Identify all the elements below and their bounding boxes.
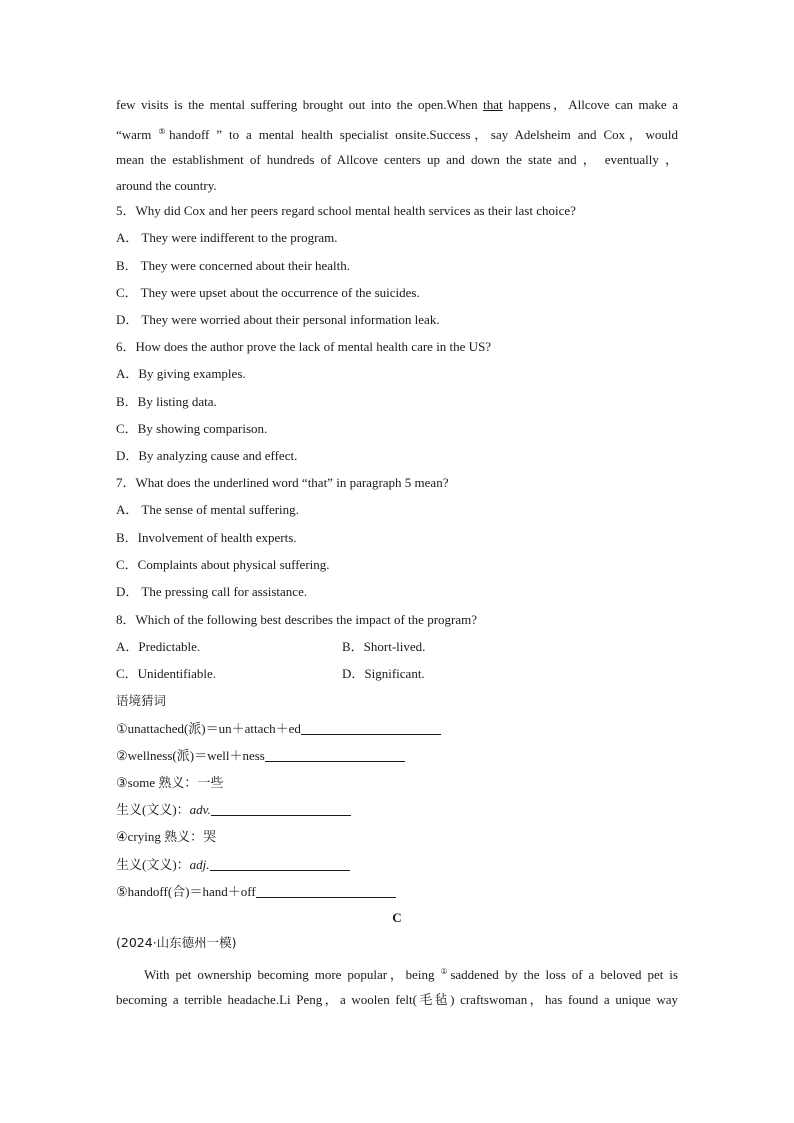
footnote-marker: ⑤ [158, 127, 170, 136]
option: C．By showing comparison. [116, 421, 268, 436]
option: B．Involvement of health experts. [116, 530, 297, 545]
option: A．By giving examples. [116, 366, 246, 381]
passage-line: around the country. [116, 178, 217, 193]
option: D． They were worried about their personal information leak. [116, 312, 440, 327]
answer-blank[interactable] [210, 858, 350, 871]
option: D．Significant. [342, 666, 425, 681]
question-stem: 6．How does the author prove the lack of mental health care in the US? [116, 339, 492, 354]
vocab-item: ③some 熟义：一些 [116, 775, 224, 790]
passage-line: mean the establishment of hundreds of Allcove centers up and down the state and ， eventually ， [116, 152, 678, 167]
passage-line: becoming a terrible headache.Li Peng，a woolen felt(毛毡) craftswoman，has found a unique way [116, 992, 678, 1007]
passage-line: few visits is the mental suffering brought out into the open.When that happens，Allcove can make a [116, 97, 678, 112]
vocab-heading: 语境猜词 [116, 693, 167, 708]
vocab-item: ②wellness(派)＝well＋ness [116, 748, 678, 764]
option: C．Complaints about physical suffering. [116, 557, 330, 572]
source-note: (2024·山东德州一模) [116, 935, 237, 950]
option: B．Short-lived. [342, 639, 426, 654]
option: A． The sense of mental suffering. [116, 502, 299, 517]
option: A．Predictable. [116, 639, 201, 654]
option: A． They were indifferent to the program. [116, 230, 338, 245]
underlined-word: that [483, 97, 503, 112]
answer-blank[interactable] [256, 885, 396, 898]
option: D．By analyzing cause and effect. [116, 448, 298, 463]
answer-blank[interactable] [301, 722, 441, 735]
footnote-marker: ① [440, 967, 451, 976]
option: B．By listing data. [116, 394, 217, 409]
option: B． They were concerned about their health. [116, 258, 351, 273]
vocab-item: 生义(文义)：adj. [116, 857, 678, 873]
question-stem: 7．What does the underlined word “that” in paragraph 5 mean? [116, 475, 449, 490]
option-row [116, 639, 678, 655]
vocab-item: 生义(文义)：adv. [116, 802, 678, 818]
vocab-item: ⑤handoff(合)＝hand＋off [116, 884, 678, 900]
answer-blank[interactable] [265, 749, 405, 762]
passage-line: With pet ownership becoming more popular，being ①saddened by the loss of a beloved pet is [144, 967, 678, 982]
vocab-item: ①unattached(派)＝un＋attach＋ed [116, 721, 678, 737]
option: C． They were upset about the occurrence of the suicides. [116, 285, 420, 300]
option: D． The pressing call for assistance. [116, 584, 308, 599]
answer-blank[interactable] [211, 803, 351, 816]
option-row [116, 666, 678, 682]
question-stem: 8．Which of the following best describes the impact of the program? [116, 612, 478, 627]
option: C．Unidentifiable. [116, 666, 217, 681]
section-label: C [392, 910, 402, 925]
question-stem: 5．Why did Cox and her peers regard school mental health services as their last choice? [116, 203, 576, 218]
vocab-item: ④crying 熟义：哭 [116, 829, 217, 844]
passage-line: “warm ⑤handoff ” to a mental health specialist onsite.Success，say Adelsheim and Cox，would [116, 127, 678, 142]
